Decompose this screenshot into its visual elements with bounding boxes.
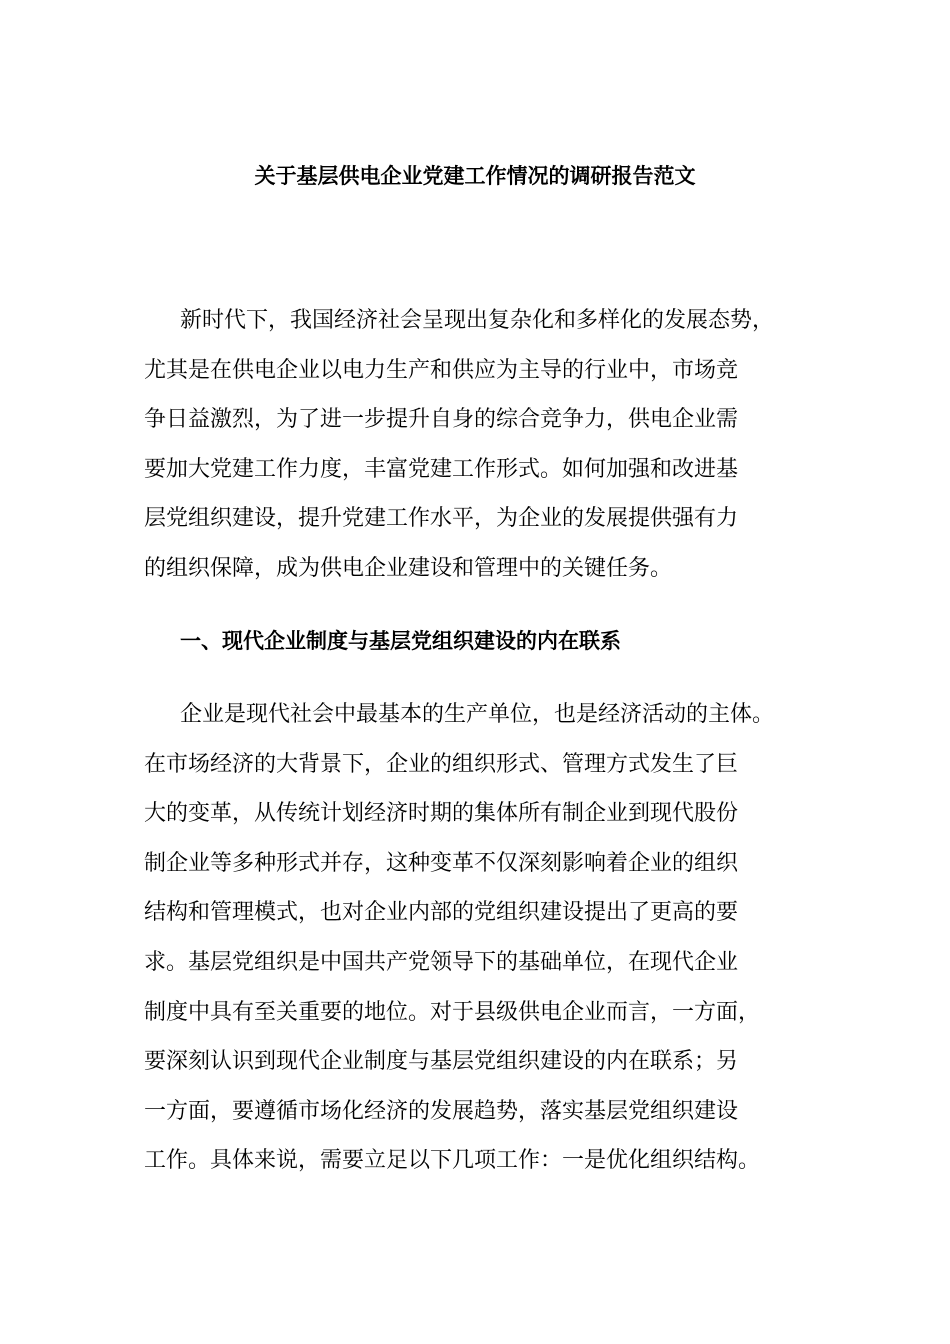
paragraph-intro — [144, 296, 844, 594]
paragraph-line: 制度中具有至关重要的地位。对于县级供电企业而言，一方面， — [144, 999, 761, 1025]
paragraph-line: 企业是现代社会中最基本的生产单位，也是经济活动的主体。 — [180, 702, 775, 727]
section-heading-1: 一、现代企业制度与基层党组织建设的内在联系 — [180, 629, 621, 653]
document-title: 关于基层供电企业党建工作情况的调研报告范文 — [254, 164, 696, 188]
paragraph-line: 制企业等多种形式并存，这种变革不仅深刻影响着企业的组织 — [144, 850, 739, 876]
paragraph-line: 尤其是在供电企业以电力生产和供应为主导的行业中，市场竞 — [144, 357, 739, 383]
paragraph-line: 结构和管理模式，也对企业内部的党组织建设提出了更高的要 — [144, 900, 739, 926]
paragraph-line: 求。基层党组织是中国共产党领导下的基础单位，在现代企业 — [144, 949, 739, 975]
paragraph-line: 大的变革，从传统计划经济时期的集体所有制企业到现代股份 — [144, 801, 739, 827]
paragraph-line: 要加大党建工作力度，丰富党建工作形式。如何加强和改进基 — [144, 456, 739, 482]
paragraph-section-1 — [144, 690, 844, 1186]
paragraph-line: 在市场经济的大背景下，企业的组织形式、管理方式发生了巨 — [144, 751, 739, 777]
paragraph-line: 新时代下，我国经济社会呈现出复杂化和多样化的发展态势， — [180, 308, 775, 333]
paragraph-line: 层党组织建设，提升党建工作水平，为企业的发展提供强有力 — [144, 506, 739, 532]
paragraph-line: 的组织保障，成为供电企业建设和管理中的关键任务。 — [144, 555, 673, 581]
paragraph-line: 工作。具体来说，需要立足以下几项工作：一是优化组织结构。 — [144, 1148, 761, 1174]
paragraph-line: 要深刻认识到现代企业制度与基层党组织建设的内在联系；另 — [144, 1049, 739, 1075]
paragraph-line: 争日益激烈，为了进一步提升自身的综合竞争力，供电企业需 — [144, 407, 739, 433]
paragraph-line: 一方面，要遵循市场化经济的发展趋势，落实基层党组织建设 — [144, 1098, 739, 1124]
